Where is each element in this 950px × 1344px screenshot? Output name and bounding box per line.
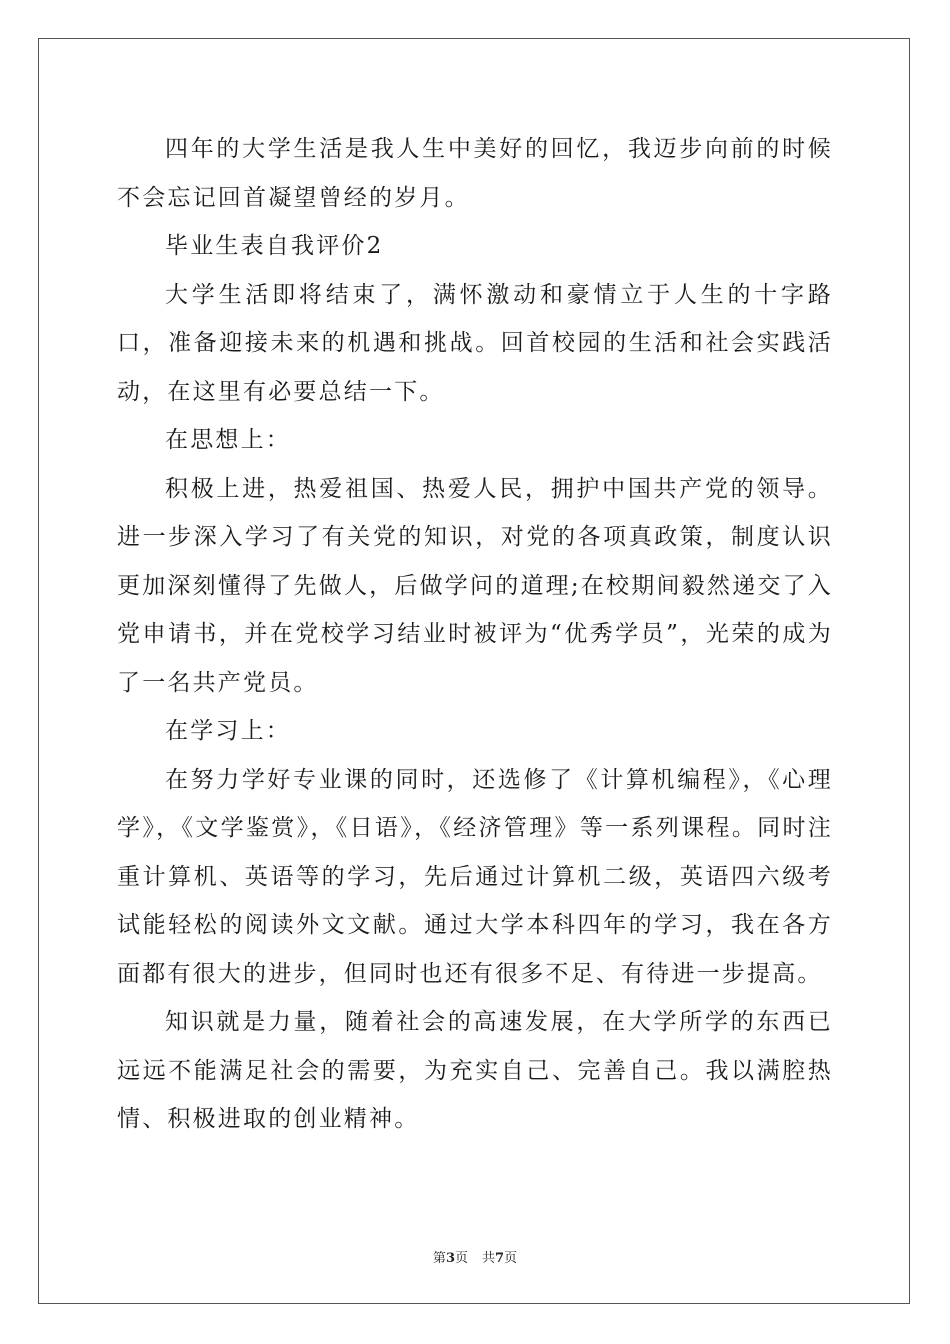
paragraph: 积极上进，热爱祖国、热爱人民，拥护中国共产党的领导。进一步深入学习了有关党的知识，对党的各项真政策，制度认识更加深刻懂得了先做人，后做学问的道理;在校期间毅然递交了入党申请书，并在党校学习结业时被评为“优秀学员”，光荣的成为了一名共产党员。 xyxy=(117,475,833,696)
section-heading: 毕业生表自我评价2 xyxy=(165,233,384,259)
total-suffix: 页 xyxy=(504,1251,518,1266)
paragraph: 大学生活即将结束了，满怀激动和豪情立于人生的十字路口，准备迎接未来的机遇和挑战。回首校园的生活和社会实践活动，在这里有必要总结一下。 xyxy=(117,281,833,405)
section-heading: 在思想上： xyxy=(165,427,291,453)
page-current: 3 xyxy=(445,1251,455,1266)
section-heading: 在学习上： xyxy=(165,718,291,744)
paragraph: 四年的大学生活是我人生中美好的回忆，我迈步向前的时候不会忘记回首凝望曾经的岁月。 xyxy=(117,136,833,211)
page-prefix: 第 xyxy=(432,1251,446,1266)
page-total: 7 xyxy=(495,1251,505,1266)
document-body xyxy=(117,125,833,1144)
page-suffix: 页 xyxy=(454,1251,468,1266)
total-prefix: 共 xyxy=(482,1251,496,1266)
paragraph: 知识就是力量，随着社会的高速发展，在大学所学的东西已远远不能满足社会的需要，为充实自己、完善自己。我以满腔热情、积极进取的创业精神。 xyxy=(117,1009,833,1132)
paragraph: 在努力学好专业课的同时，还选修了《计算机编程》，《心理学》，《文学鉴赏》，《日语》，《经济管理》等一系列课程。同时注重计算机、英语等的学习，先后通过计算机二级，英语四六级考试能轻松的阅读外文文献。通过大学本科四年的学习，我在各方面都有很大的进步，但同时也还有很多不足、有待进一步提高。 xyxy=(117,766,833,987)
page-footer xyxy=(0,1247,950,1266)
